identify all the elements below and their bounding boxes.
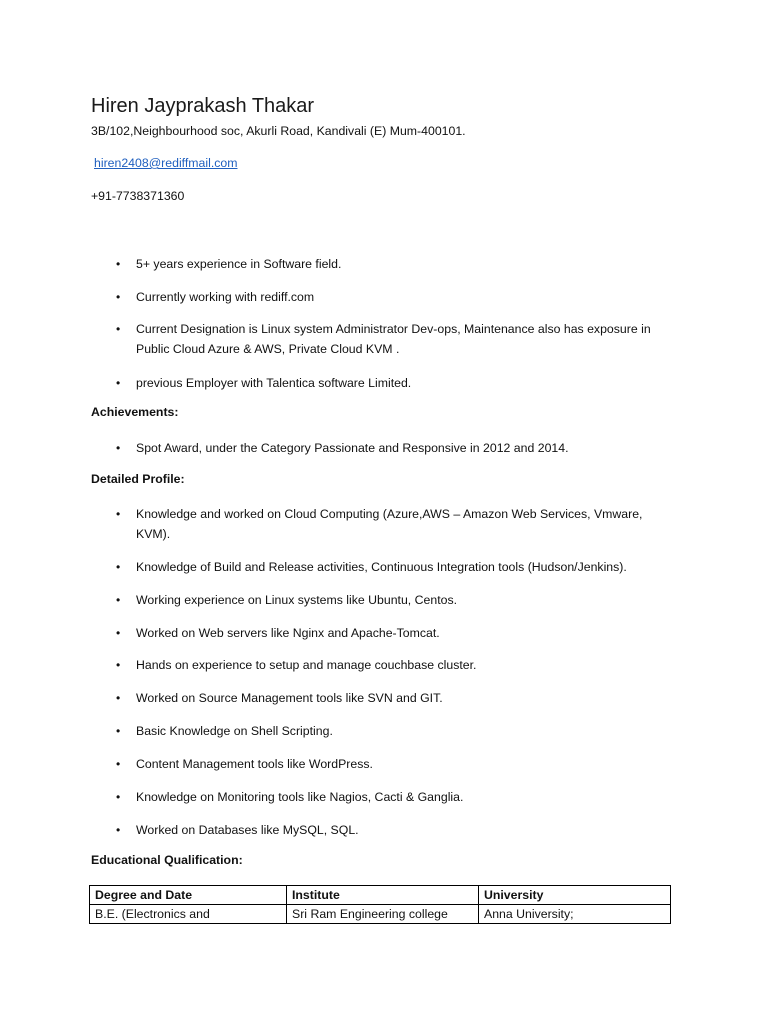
table-cell-institute: Sri Ram Engineering college (287, 905, 479, 924)
bullet-icon: • (116, 626, 121, 640)
achievements-heading: Achievements: (91, 405, 179, 419)
list-item-text: Hands on experience to setup and manage couchbase cluster. (136, 658, 477, 672)
list-item-text: Currently working with rediff.com (136, 290, 315, 304)
address: 3B/102,Neighbourhood soc, Akurli Road, Kandivali (E) Mum-400101. (91, 124, 466, 138)
education-table (89, 885, 671, 924)
table-cell-university: Anna University; (479, 905, 671, 924)
bullet-icon: • (116, 790, 121, 804)
table-row (90, 905, 671, 924)
bullet-icon: • (116, 658, 121, 672)
column-header-institute: Institute (287, 886, 479, 905)
bullet-icon: • (116, 441, 121, 455)
column-header-degree: Degree and Date (90, 886, 287, 905)
bullet-icon: • (116, 724, 121, 738)
list-item-text: Basic Knowledge on Shell Scripting. (136, 724, 333, 738)
list-item-text: Content Management tools like WordPress. (136, 757, 373, 771)
list-item-text: Spot Award, under the Category Passionate and Responsive in 2012 and 2014. (136, 441, 569, 455)
column-header-university: University (479, 886, 671, 905)
candidate-name: Hiren Jayprakash Thakar (91, 95, 315, 117)
bullet-icon: • (116, 823, 121, 837)
list-item-text: Working experience on Linux systems like Ubuntu, Centos. (136, 593, 458, 607)
bullet-icon: • (116, 257, 121, 271)
list-item-text: Worked on Databases like MySQL, SQL. (136, 823, 359, 837)
list-item-text: 5+ years experience in Software field. (136, 257, 342, 271)
bullet-icon: • (116, 593, 121, 607)
profile-heading: Detailed Profile: (91, 472, 185, 486)
table-cell-degree: B.E. (Electronics and (90, 905, 287, 924)
bullet-icon: • (116, 376, 121, 390)
bullet-icon: • (116, 691, 121, 705)
bullet-icon: • (116, 757, 121, 771)
bullet-icon: • (116, 290, 121, 304)
phone-number: +91-7738371360 (91, 189, 185, 203)
bullet-icon: • (116, 507, 121, 521)
list-item-text: previous Employer with Talentica software Limited. (136, 376, 412, 390)
list-item-text: Current Designation is Linux system Administrator Dev-ops, Maintenance also has exposure in Public Cloud Azure & AWS, Private Cloud KVM . (136, 322, 651, 356)
list-item-text: Knowledge and worked on Cloud Computing (Azure,AWS – Amazon Web Services, Vmware, KVM). (136, 507, 643, 541)
list-item-text: Knowledge of Build and Release activities, Continuous Integration tools (Hudson/Jenkins). (136, 560, 627, 574)
list-item-text: Worked on Source Management tools like SVN and GIT. (136, 691, 443, 705)
bullet-icon: • (116, 322, 121, 336)
list-item-text: Knowledge on Monitoring tools like Nagios, Cacti & Ganglia. (136, 790, 464, 804)
bullet-icon: • (116, 560, 121, 574)
list-item-text: Worked on Web servers like Nginx and Apache-Tomcat. (136, 626, 440, 640)
table-header-row (90, 886, 671, 905)
email-link[interactable]: hiren2408@rediffmail.com (94, 156, 238, 170)
education-heading: Educational Qualification: (91, 853, 243, 867)
